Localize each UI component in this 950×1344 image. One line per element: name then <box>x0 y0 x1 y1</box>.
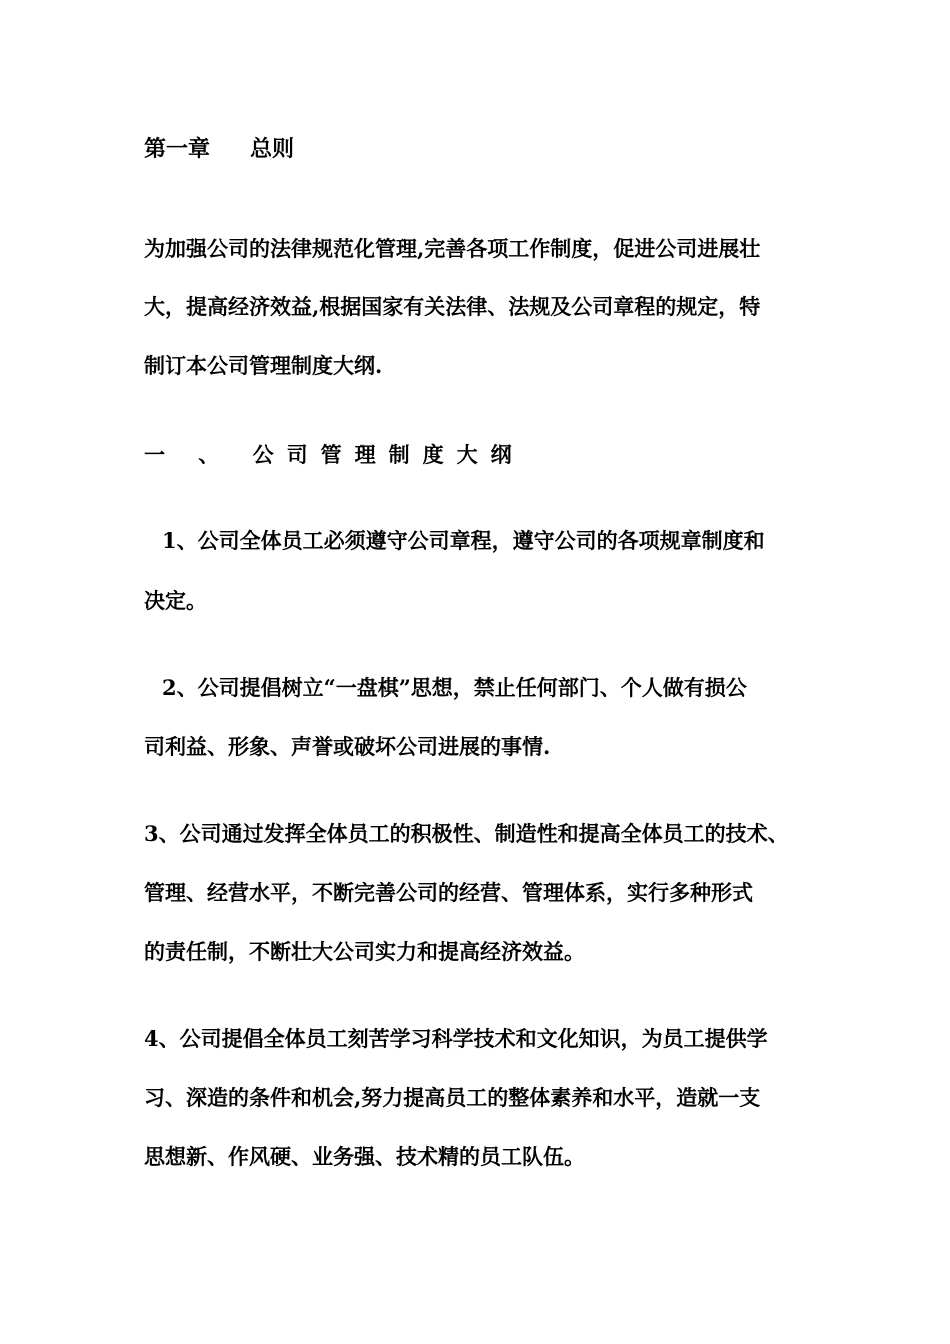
item-1-line-2: 决定。 <box>144 588 207 613</box>
chapter-number: 第一章 <box>144 136 211 162</box>
item-4-line-3: 思想新、作风硬、业务强、技术精的员工队伍。 <box>144 1144 585 1169</box>
item-1-line-1: 1、公司全体员工必须遵守公司章程，遵守公司的各项规章制度和 <box>162 528 765 553</box>
item-2-line-2: 司利益、形象、声誉或破坏公司进展的事情. <box>144 734 551 759</box>
intro-line-1: 为加强公司的法律规范化管理,完善各项工作制度，促进公司进展壮 <box>144 236 761 261</box>
item-4-line-2: 习、深造的条件和机会,努力提高员工的整体素养和水平，造就一支 <box>144 1085 761 1110</box>
chapter-title <box>144 134 294 164</box>
intro-line-2: 大，提高经济效益,根据国家有关法律、法规及公司章程的规定，特 <box>144 294 761 319</box>
item-3-line-3: 的责任制，不断壮大公司实力和提高经济效益。 <box>144 939 585 964</box>
section-heading: 一 、 公司管理制度大纲 <box>144 442 525 467</box>
item-4-line-1: 4、公司提倡全体员工刻苦学习科学技术和文化知识，为员工提供学 <box>144 1026 768 1051</box>
item-2-line-1: 2、公司提倡树立“一盘棋”思想，禁止任何部门、个人做有损公 <box>162 675 747 700</box>
intro-line-3: 制订本公司管理制度大纲. <box>144 353 383 378</box>
chapter-name: 总则 <box>250 136 295 162</box>
item-3-line-1: 3、公司通过发挥全体员工的积极性、制造性和提高全体员工的技术、 <box>144 821 789 846</box>
item-3-line-2: 管理、经营水平，不断完善公司的经营、管理体系，实行多种形式 <box>144 880 753 905</box>
